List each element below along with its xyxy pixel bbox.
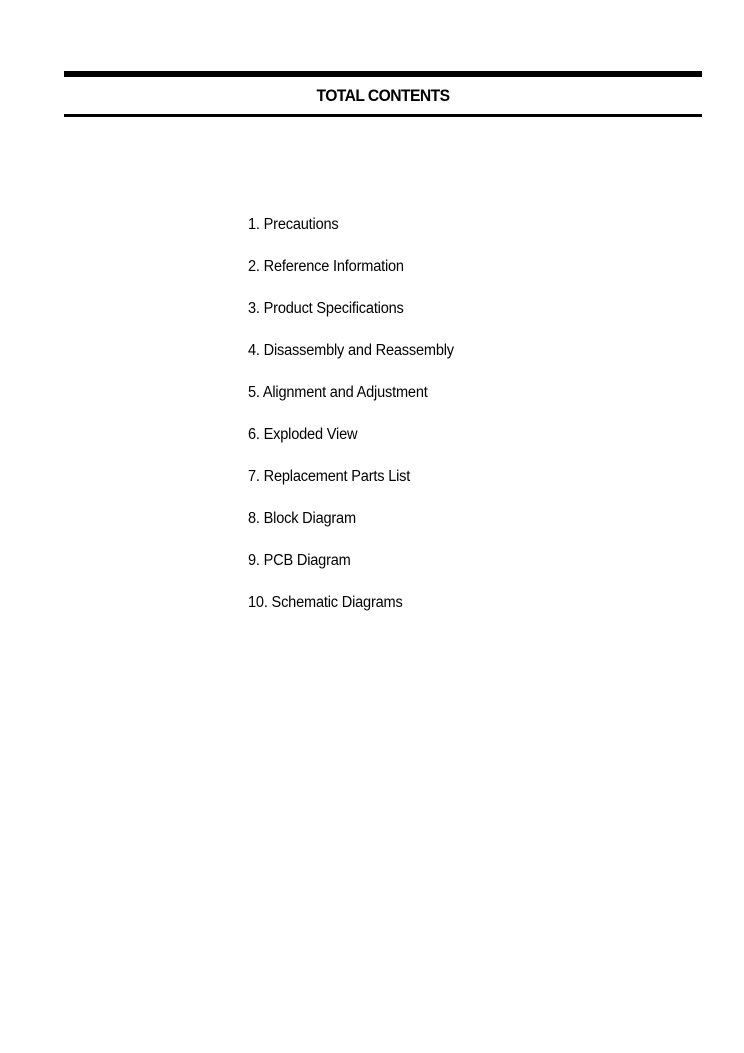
toc-item-precautions: 1. Precautions: [248, 216, 339, 233]
toc-item-exploded-view: 6. Exploded View: [248, 426, 358, 443]
top-rule: [64, 71, 702, 77]
toc-item-schematic-diagrams: 10. Schematic Diagrams: [248, 594, 403, 611]
title-underline: [64, 114, 702, 117]
toc-item-pcb-diagram: 9. PCB Diagram: [248, 552, 351, 569]
toc-item-alignment-adjustment: 5. Alignment and Adjustment: [248, 384, 428, 401]
toc-item-block-diagram: 8. Block Diagram: [248, 510, 356, 527]
page-title: TOTAL CONTENTS: [316, 86, 450, 105]
toc-item-replacement-parts-list: 7. Replacement Parts List: [248, 468, 411, 485]
toc-item-reference-information: 2. Reference Information: [248, 258, 404, 275]
toc-item-disassembly-reassembly: 4. Disassembly and Reassembly: [248, 342, 454, 359]
table-of-contents: [248, 215, 467, 635]
toc-item-product-specifications: 3. Product Specifications: [248, 300, 404, 317]
